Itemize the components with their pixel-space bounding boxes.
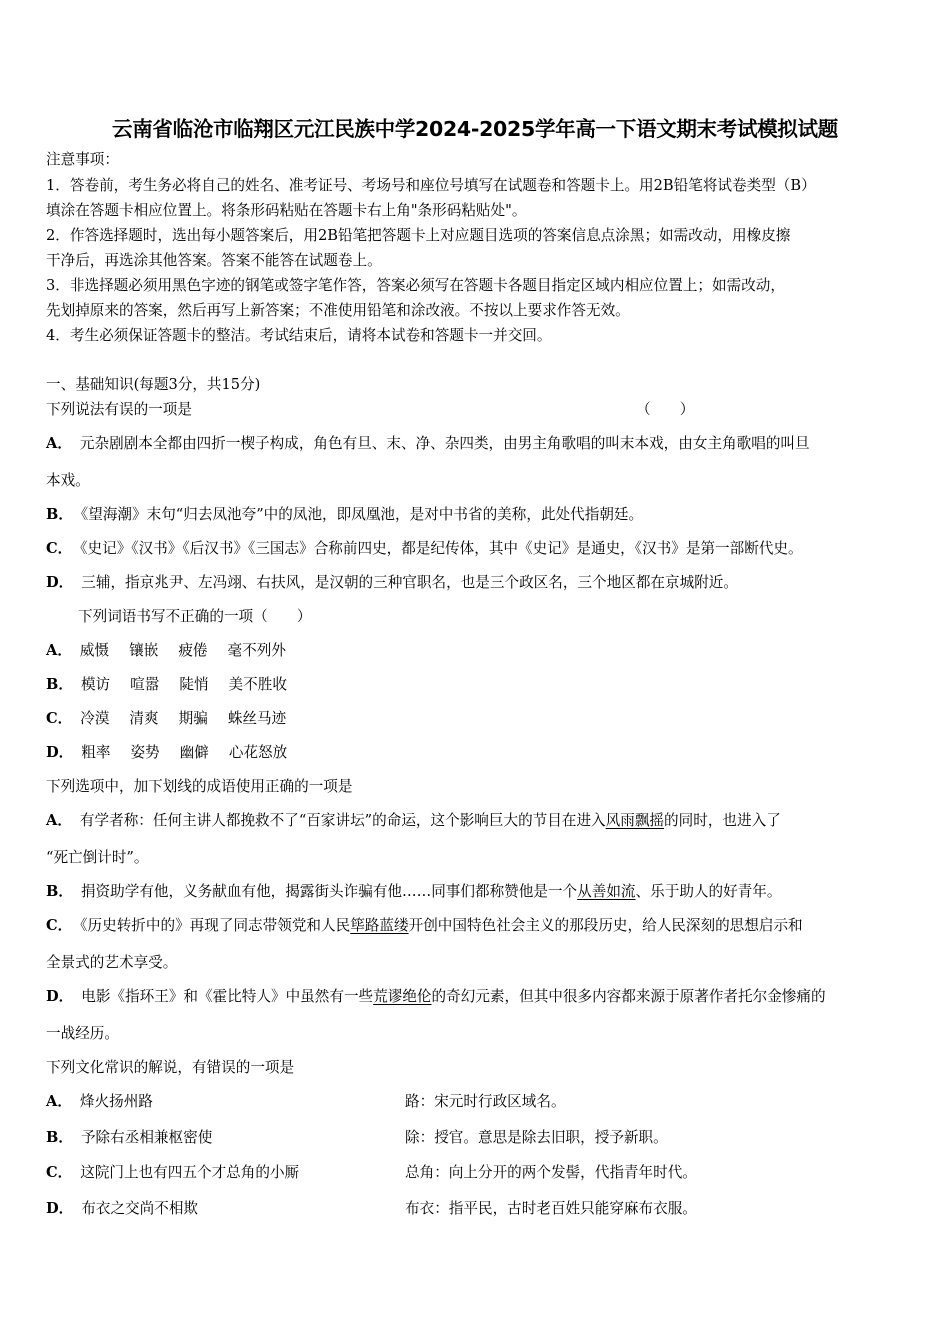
question-1-stem	[46, 400, 906, 420]
underlined-idiom: 风雨飘摇	[605, 812, 665, 829]
q3-option-d: D． 电影《指环王》和《霍比特人》中虽然有一些荒谬绝伦的奇幻元素，但其中很多内容都来源于原著作者托尔金惨痛的	[46, 988, 826, 1005]
q4-option-c: C． 这院门上也有四五个才总角的小厮 总角：向上分开的两个发髻，代指青年时代。	[46, 1164, 697, 1181]
q4-option-d: D． 布衣之交尚不相欺 布衣：指平民，古时老百姓只能穿麻布衣服。	[46, 1200, 697, 1217]
q3-option-b: B． 捐资助学有他，义务献血有他，揭露街头诈骗有他……同事们都称赞他是一个从善如流、乐于助人的好青年。	[46, 883, 782, 900]
answer-paren: （ ）	[636, 401, 695, 418]
underlined-idiom: 筚路蓝缕	[350, 917, 409, 934]
notice-line: 干净后，再选涂其他答案。答案不能答在试题卷上。	[46, 252, 382, 269]
question-1-text: 下列说法有误的一项是	[46, 401, 192, 418]
q1-option-d: D． 三辅，指京兆尹、左冯翊、右扶风，是汉朝的三种官职名，也是三个政区名，三个地区都在京城附近。	[46, 574, 738, 591]
q1-option-c: C． 《史记》《汉书》《后汉书》《三国志》合称前四史，都是纪传体，其中《史记》是通史，《汉书》是第一部断代史。	[46, 540, 803, 557]
notice-line: 2．作答选择题时，选出每小题答案后，用2B铅笔把答题卡上对应题目选项的答案信息点涂黑；如需改动，用橡皮擦	[46, 227, 791, 244]
q3-option-a-cont: “死亡倒计时”。	[46, 849, 149, 866]
q2-option-c: C． 冷漠 清爽 期骗 蛛丝马迹	[46, 710, 287, 727]
q2-option-d: D． 粗率 姿势 幽僻 心花怒放	[46, 744, 288, 761]
q4-option-a: A． 烽火扬州路 路：宋元时行政区域名。	[46, 1093, 566, 1110]
q3-option-c: C． 《历史转折中的》再现了同志带领党和人民筚路蓝缕开创中国特色社会主义的那段历史，给人民深刻的思想启示和	[46, 917, 803, 934]
q3-option-a: A． 有学者称：任何主讲人都挽救不了“百家讲坛”的命运，这个影响巨大的节目在进入风雨飘摇的同时，也进入了	[46, 812, 781, 829]
notice-line: 4．考生必须保证答题卡的整洁。考试结束后，请将本试卷和答题卡一并交回。	[46, 327, 552, 344]
question-4-stem: 下列文化常识的解说，有错误的一项是	[46, 1059, 295, 1076]
notice-line: 1．答卷前，考生务必将自己的姓名、准考证号、考场号和座位号填写在试题卷和答题卡上。用2B铅笔将试卷类型（B）	[46, 177, 816, 194]
underlined-idiom: 从善如流	[577, 883, 636, 900]
underlined-idiom: 荒谬绝伦	[373, 988, 432, 1005]
q1-option-a: A． 元杂剧剧本全都由四折一楔子构成，角色有旦、末、净、杂四类，由男主角歌唱的叫末本戏，由女主角歌唱的叫旦	[46, 435, 810, 452]
q1-option-a-cont: 本戏。	[46, 472, 90, 489]
notice-line: 3．非选择题必须用黑色字迹的钢笔或签字笔作答，答案必须写在答题卡各题目指定区域内相应位置上；如需改动，	[46, 277, 785, 294]
q2-option-a: A． 威慑 镶嵌 疲倦 毫不列外	[46, 642, 286, 659]
q2-option-b: B． 模访 喧嚣 陡悄 美不胜收	[46, 676, 287, 693]
q3-option-d-cont: 一战经历。	[46, 1025, 119, 1042]
section-heading: 一、基础知识(每题3分，共15分)	[46, 376, 261, 393]
question-2-stem: 下列词语书写不正确的一项（ ）	[78, 608, 312, 625]
notice-heading: 注意事项：	[46, 151, 119, 168]
notice-line: 填涂在答题卡相应位置上。将条形码粘贴在答题卡右上角"条形码粘贴处"。	[46, 202, 527, 219]
q3-option-c-cont: 全景式的艺术享受。	[46, 954, 178, 971]
page-title: 云南省临沧市临翔区元江民族中学2024-2025学年高一下语文期末考试模拟试题	[112, 117, 838, 141]
notice-line: 先划掉原来的答案，然后再写上新答案；不准使用铅笔和涂改液。不按以上要求作答无效。	[46, 302, 630, 319]
q1-option-b: B． 《望海潮》末句“归去凤池夸”中的凤池，即凤凰池，是对中书省的美称，此处代指朝廷。	[46, 506, 644, 523]
q4-option-b: B． 予除右丞相兼枢密使 除：授官。意思是除去旧职，授予新职。	[46, 1129, 668, 1146]
question-3-stem: 下列选项中，加下划线的成语使用正确的一项是	[46, 778, 353, 795]
